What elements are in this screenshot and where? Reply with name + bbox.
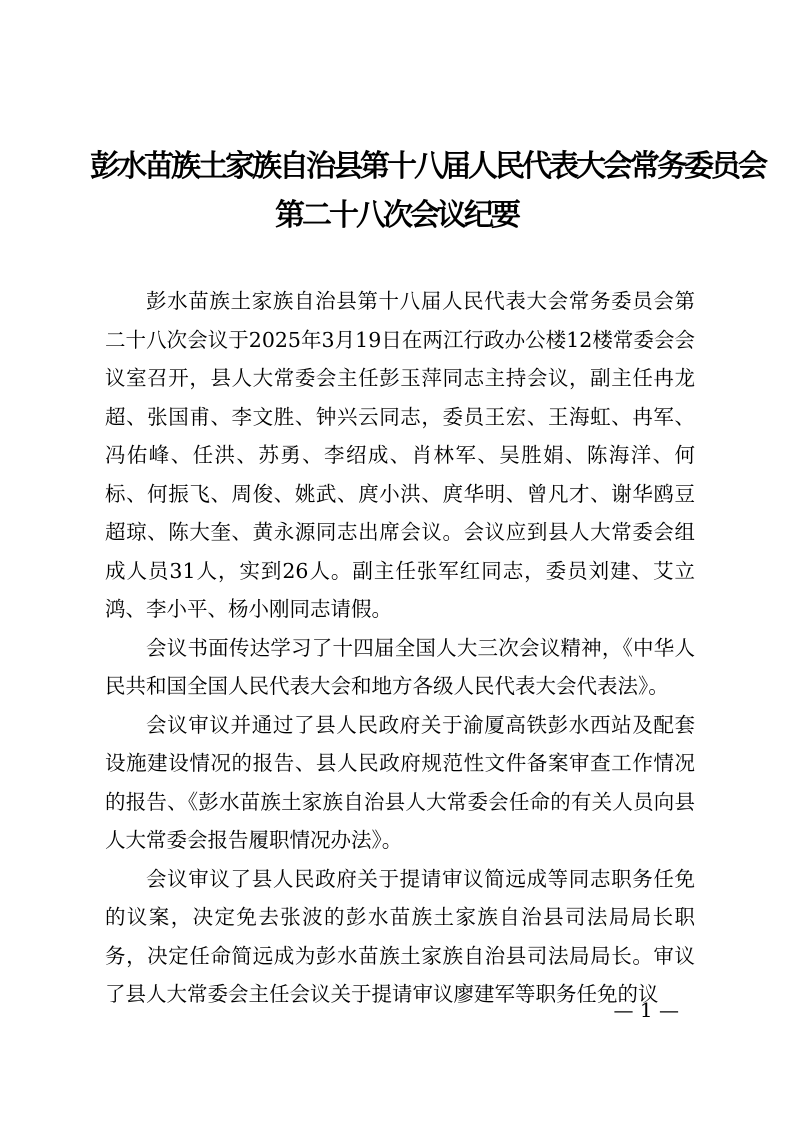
paragraph-attendance: 彭水苗族土家族自治县第十八届人民代表大会常务委员会第二十八次会议于2025年3月19日在两江行政办公楼12楼常委会会议室召开，县人大常委会主任彭玉萍同志主持会议，副主任冉龙超、张国甫、李文胜、钟兴云同志，委员王宏、王海虹、冉军、冯佑峰、任洪、苏勇、李绍成、肖林军、吴胜娟、陈海洋、何标、何振飞、周俊、姚武、庹小洪、庹华明、曾凡才、谢华鸥豆超琼、陈大奎、黄永源同志出席会议。会议应到县人大常委会组成人员31人，实到26人。副主任张军红同志，委员刘建、艾立鸿、李小平、杨小刚同志请假。 [105, 289, 695, 621]
paragraph-review-reports: 会议审议并通过了县人民政府关于渝厦高铁彭水西站及配套设施建设情况的报告、县人民政府规范性文件备案审查工作情况的报告、《彭水苗族土家族自治县人大常委会任命的有关人员向县人大常委会报告履职情况办法》。 [105, 712, 695, 852]
paragraph-study: 会议书面传达学习了十四届全国人大三次会议精神，《中华人民共和国全国人民代表大会和地方各级人民代表大会代表法》。 [105, 635, 695, 698]
document-title-line-1: 彭水苗族土家族自治县第十八届人民代表大会常务委员会 [90, 149, 765, 184]
document-title-line-2: 第二十八次会议纪要 [275, 198, 518, 233]
document-body [105, 282, 695, 1014]
paragraph-appointments: 会议审议了县人民政府关于提请审议简远成等同志职务任免的议案，决定免去张波的彭水苗族土家族自治县司法局局长职务，决定任命简远成为彭水苗族土家族自治县司法局局长。审议了县人大常委会主任会议关于提请审议廖建军等职务任免的议 [105, 866, 695, 1006]
page-number: — 1 — [613, 998, 679, 1022]
